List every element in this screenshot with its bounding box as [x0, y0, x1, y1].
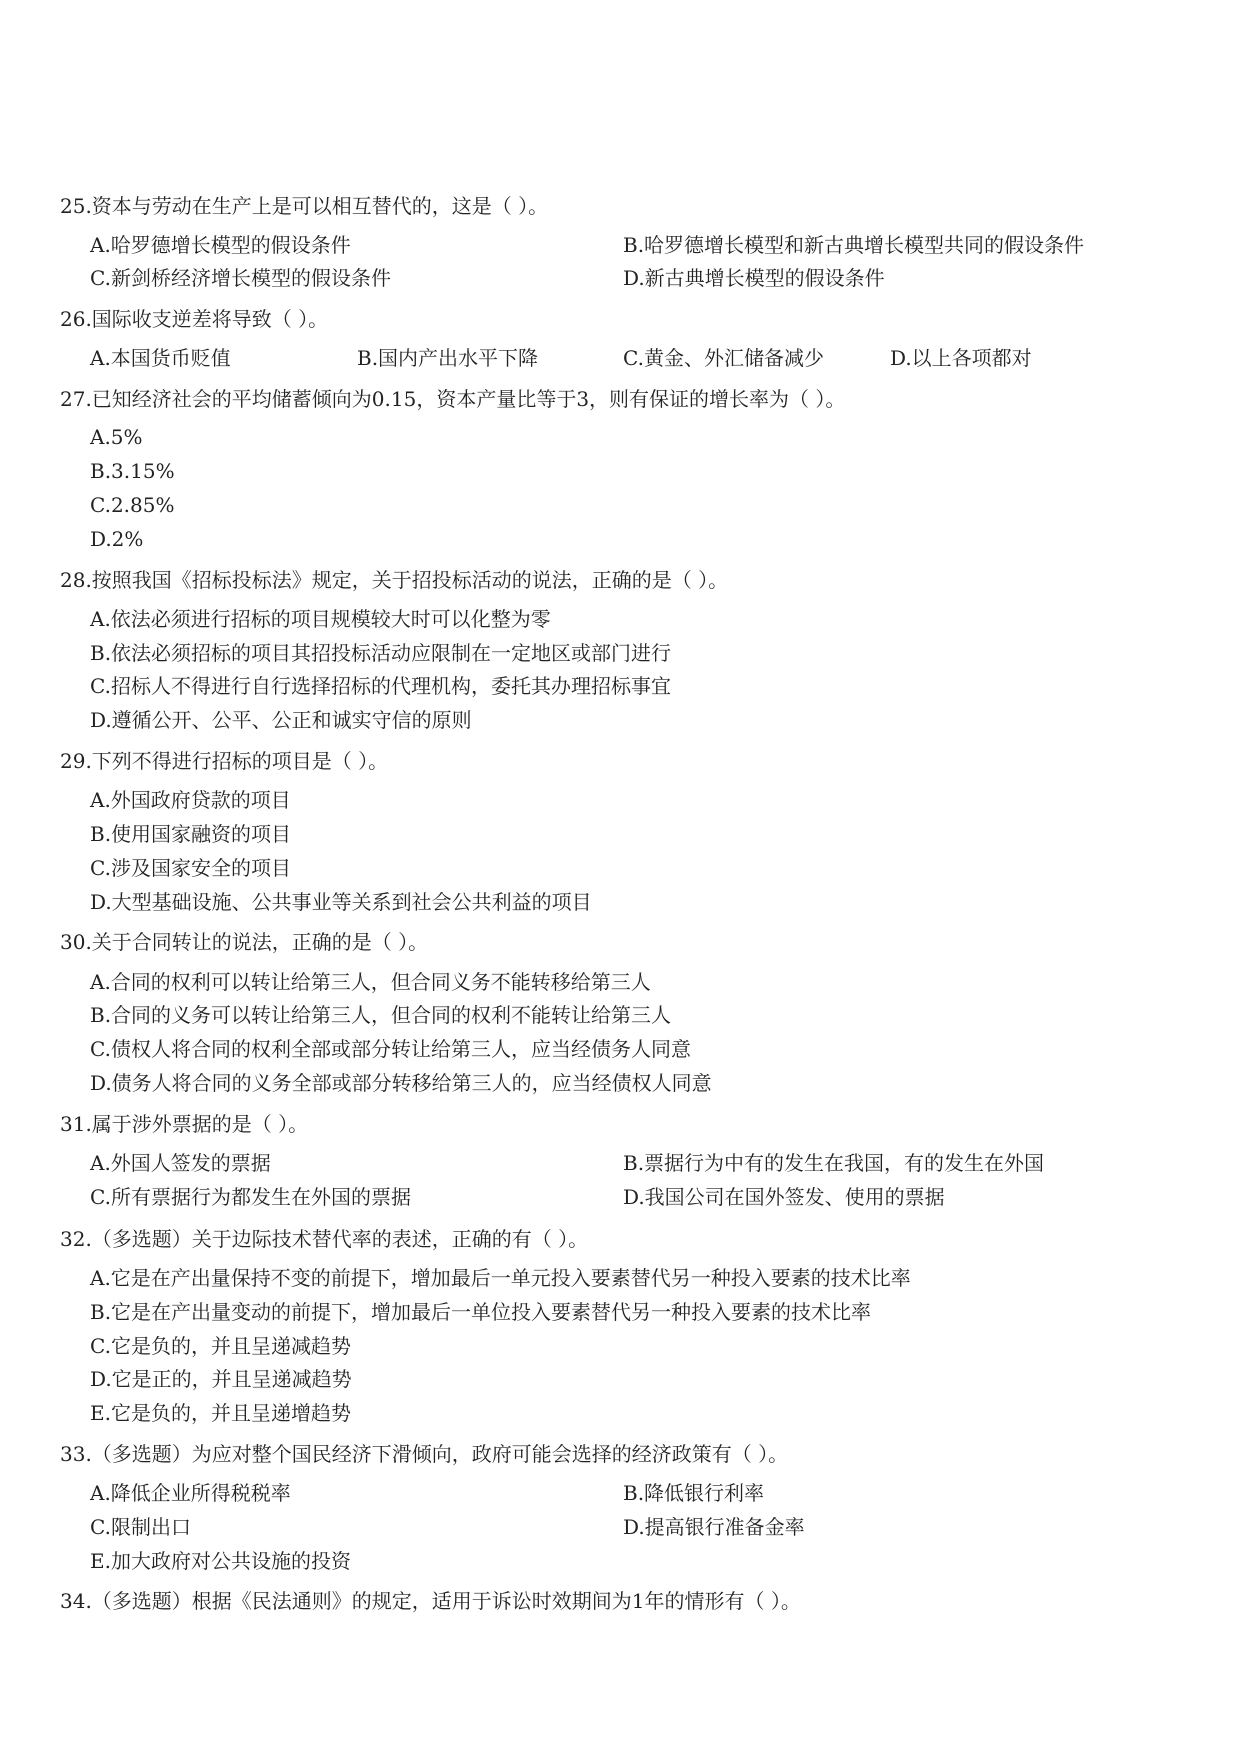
question-31-option-a: A.外国人签发的票据: [90, 1151, 271, 1175]
question-28-option-a: A.依法必须进行招标的项目规模较大时可以化整为零: [90, 607, 551, 631]
question-33-option-a: A.降低企业所得税税率: [90, 1481, 291, 1505]
question-34-stem: 34.（多选题）根据《民法通则》的规定，适用于诉讼时效期间为1年的情形有（ ）。: [60, 1589, 801, 1613]
question-32-option-e: E.它是负的，并且呈递增趋势: [90, 1401, 351, 1425]
question-33-option-b: B.降低银行利率: [623, 1481, 765, 1505]
question-30-option-a: A.合同的权利可以转让给第三人，但合同义务不能转移给第三人: [90, 970, 651, 994]
question-31-option-b: B.票据行为中有的发生在我国，有的发生在外国: [623, 1151, 1045, 1175]
question-32-stem: 32.（多选题）关于边际技术替代率的表述，正确的有（ ）。: [60, 1227, 589, 1251]
question-26-stem: 26.国际收支逆差将导致（ ）。: [60, 307, 329, 331]
question-26-option-d: D.以上各项都对: [890, 346, 1032, 370]
question-33-option-d: D.提高银行准备金率: [623, 1515, 805, 1539]
question-32-option-a: A.它是在产出量保持不变的前提下，增加最后一单元投入要素替代另一种投入要素的技术比率: [90, 1266, 911, 1290]
question-29-stem: 29.下列不得进行招标的项目是（ ）。: [60, 749, 389, 773]
question-31-option-c: C.所有票据行为都发生在外国的票据: [90, 1185, 411, 1209]
question-31-option-d: D.我国公司在国外签发、使用的票据: [623, 1185, 945, 1209]
question-33-option-c: C.限制出口: [90, 1515, 191, 1539]
question-26-option-b: B.国内产出水平下降: [357, 346, 539, 370]
question-25-option-b: B.哈罗德增长模型和新古典增长模型共同的假设条件: [623, 233, 1085, 257]
question-31-stem: 31.属于涉外票据的是（ ）。: [60, 1112, 309, 1136]
question-28-option-d: D.遵循公开、公平、公正和诚实守信的原则: [90, 708, 472, 732]
question-29-option-b: B.使用国家融资的项目: [90, 822, 292, 846]
question-29-option-c: C.涉及国家安全的项目: [90, 856, 291, 880]
question-30-stem: 30.关于合同转让的说法，正确的是（ ）。: [60, 930, 429, 954]
question-30-option-c: C.债权人将合同的权利全部或部分转让给第三人，应当经债务人同意: [90, 1037, 691, 1061]
question-27-stem: 27.已知经济社会的平均储蓄倾向为0.15，资本产量比等于3，则有保证的增长率为（ ）。: [60, 387, 846, 411]
question-26-option-c: C.黄金、外汇储备减少: [623, 346, 824, 370]
question-32-option-c: C.它是负的，并且呈递减趋势: [90, 1334, 351, 1358]
question-30-option-b: B.合同的义务可以转让给第三人，但合同的权利不能转让给第三人: [90, 1003, 672, 1027]
question-29-option-a: A.外国政府贷款的项目: [90, 788, 291, 812]
question-32-option-d: D.它是正的，并且呈递减趋势: [90, 1367, 352, 1391]
question-26-option-a: A.本国货币贬值: [90, 346, 231, 370]
question-33-stem: 33.（多选题）为应对整个国民经济下滑倾向，政府可能会选择的经济政策有（ ）。: [60, 1442, 789, 1466]
question-33-option-e: E.加大政府对公共设施的投资: [90, 1549, 351, 1573]
question-29-option-d: D.大型基础设施、公共事业等关系到社会公共利益的项目: [90, 890, 592, 914]
question-32-option-b: B.它是在产出量变动的前提下，增加最后一单位投入要素替代另一种投入要素的技术比率: [90, 1300, 872, 1324]
question-28-option-b: B.依法必须招标的项目其招投标活动应限制在一定地区或部门进行: [90, 641, 672, 665]
question-25-option-a: A.哈罗德增长模型的假设条件: [90, 233, 351, 257]
question-30-option-d: D.债务人将合同的义务全部或部分转移给第三人的，应当经债权人同意: [90, 1071, 712, 1095]
question-27-option-c: C.2.85%: [90, 493, 175, 517]
question-25-option-c: C.新剑桥经济增长模型的假设条件: [90, 266, 391, 290]
question-27-option-a: A.5%: [90, 425, 143, 449]
question-27-option-b: B.3.15%: [90, 459, 175, 483]
question-27-option-d: D.2%: [90, 527, 144, 551]
question-25-option-d: D.新古典增长模型的假设条件: [623, 266, 885, 290]
question-28-option-c: C.招标人不得进行自行选择招标的代理机构，委托其办理招标事宜: [90, 674, 671, 698]
question-28-stem: 28.按照我国《招标投标法》规定，关于招投标活动的说法，正确的是（ ）。: [60, 568, 729, 592]
question-25-stem: 25.资本与劳动在生产上是可以相互替代的，这是（ ）。: [60, 194, 549, 218]
